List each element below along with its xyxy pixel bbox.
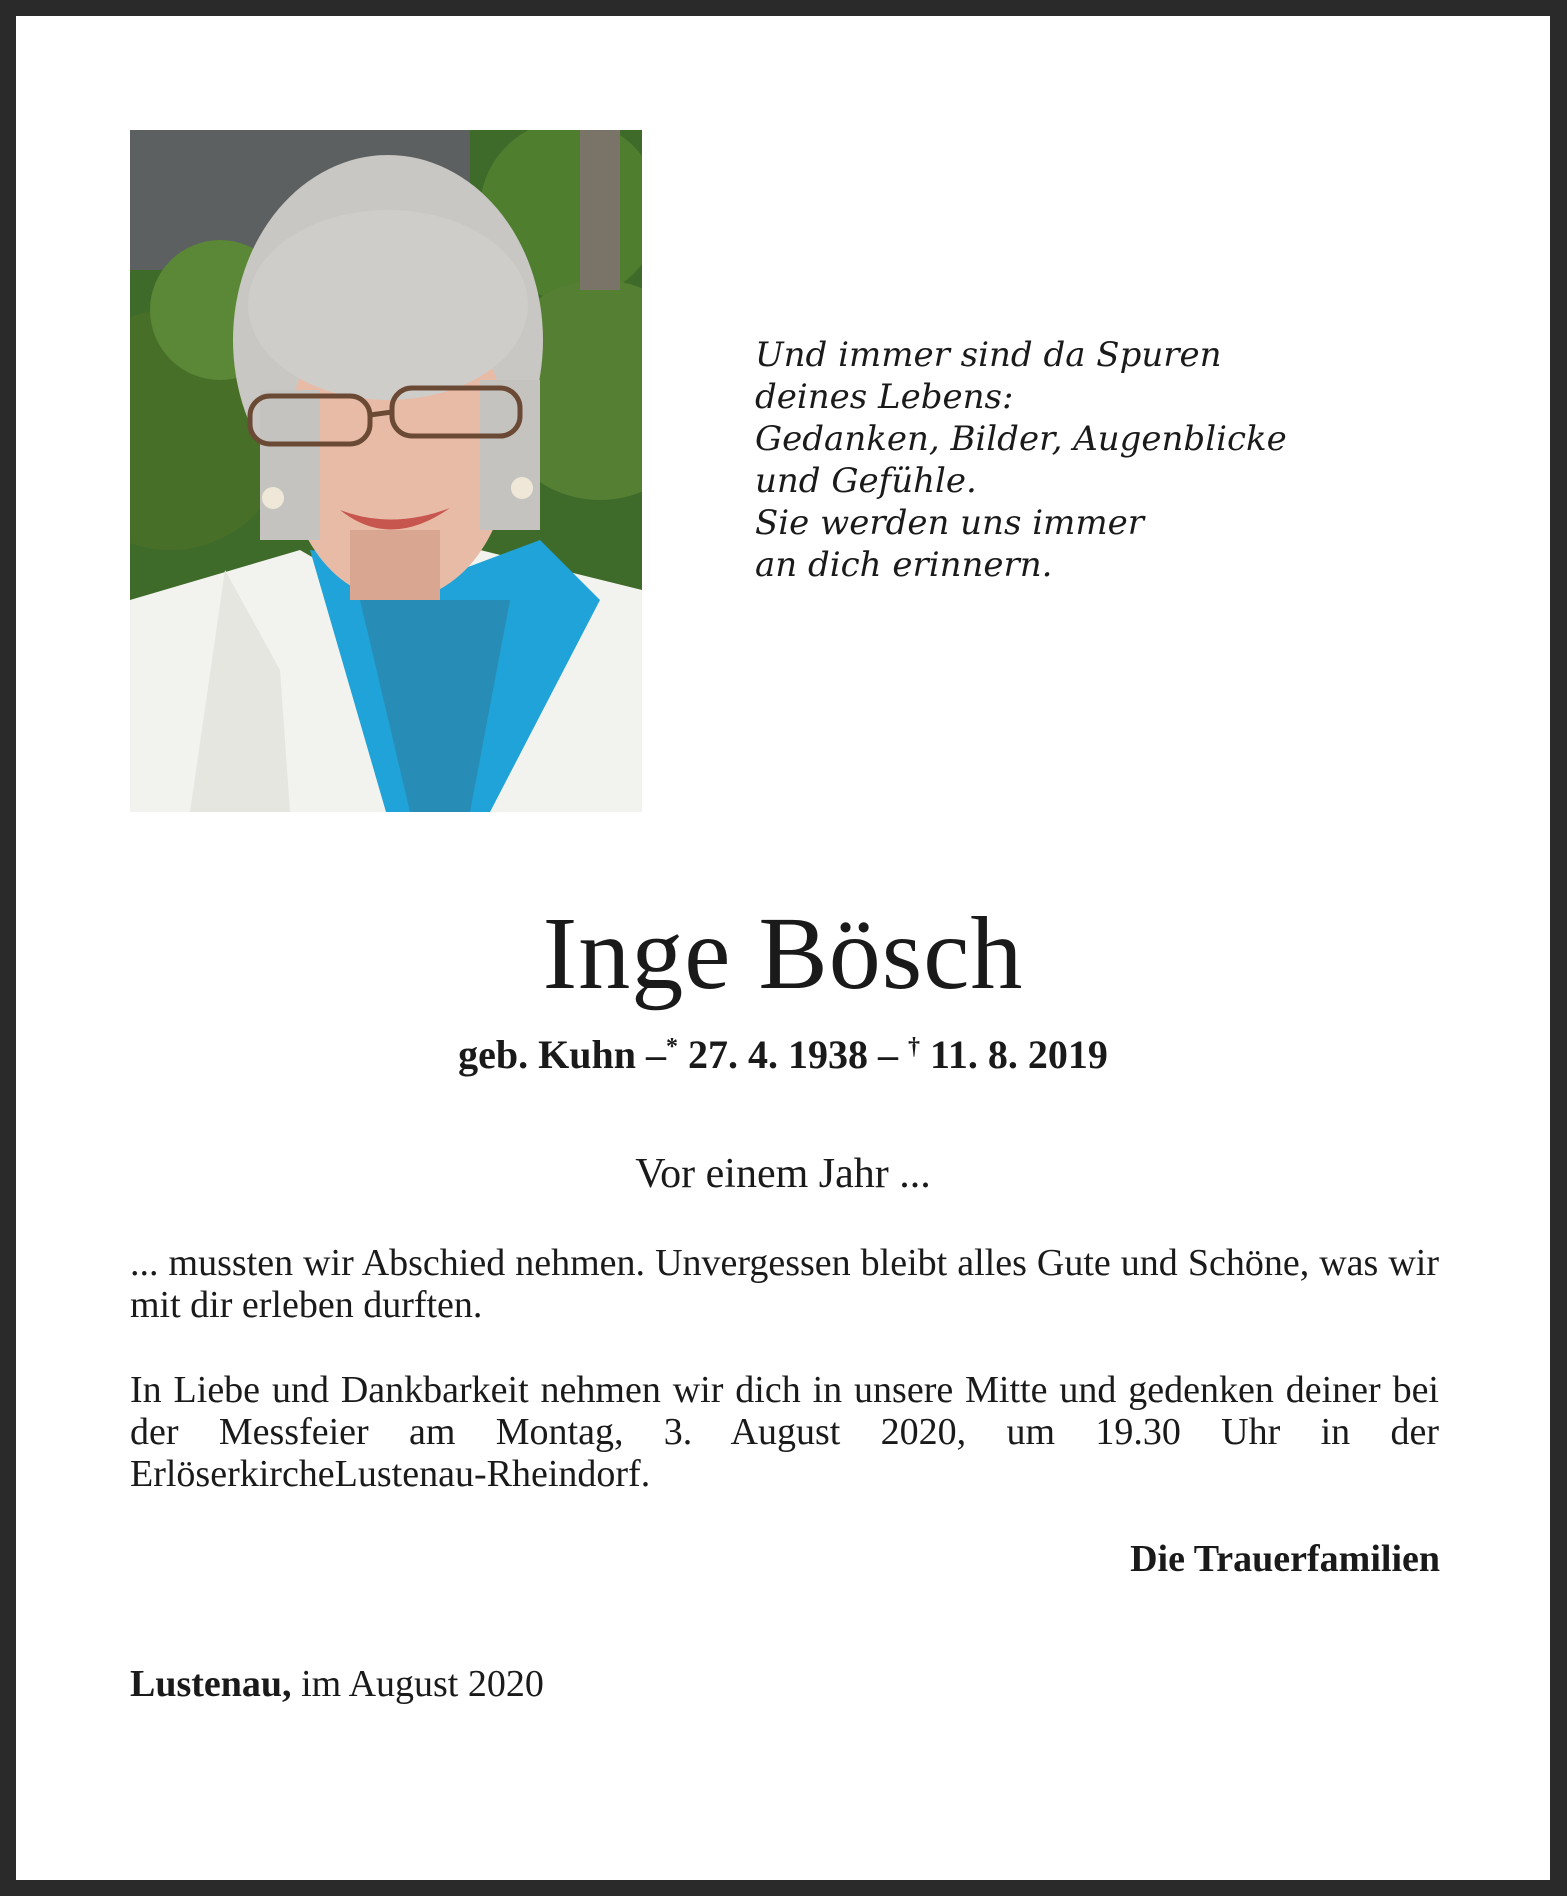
died-symbol: † (908, 1034, 921, 1060)
obituary-page (16, 16, 1550, 1880)
death-date: 11. 8. 2019 (920, 1032, 1108, 1077)
maiden-name: geb. Kuhn – (458, 1032, 667, 1077)
farewell-paragraph: ... mussten wir Abschied nehmen. Unvergessen bleibt alles Gute und Schöne, was wir mit dir erleben durften. (130, 1242, 1439, 1326)
deceased-name: Inge Bösch (542, 896, 1024, 1011)
quote-line: Und immer sind da Spuren (755, 335, 1222, 375)
intro-heading: Vor einem Jahr ... (635, 1151, 931, 1197)
life-dates (16, 1031, 1550, 1079)
memorial-quote (755, 334, 1315, 586)
quote-line: deines Lebens: (755, 377, 1014, 417)
quote-line: Sie werden uns immer (755, 503, 1144, 543)
quote-line: und Gefühle. (755, 461, 977, 501)
place-name: Lustenau, (130, 1663, 292, 1705)
born-symbol: * (666, 1034, 679, 1060)
quote-line: an dich erinnern. (755, 545, 1053, 585)
mass-paragraph: In Liebe und Dankbarkeit nehmen wir dich in unsere Mitte und gedenken deiner bei der Messfeier am Montag, 3. August 2020, um 19.30 Uhr in der ErlöserkircheLustenau-Rheindorf. (130, 1369, 1439, 1495)
publication-date: im August 2020 (291, 1663, 544, 1705)
portrait-image (130, 130, 642, 812)
signature: Die Trauerfamilien (1130, 1538, 1440, 1580)
place-date-line (130, 1661, 544, 1707)
portrait-photo (130, 130, 642, 812)
birth-date: 27. 4. 1938 – (678, 1032, 899, 1077)
quote-line: Gedanken, Bilder, Augenblicke (755, 419, 1287, 459)
